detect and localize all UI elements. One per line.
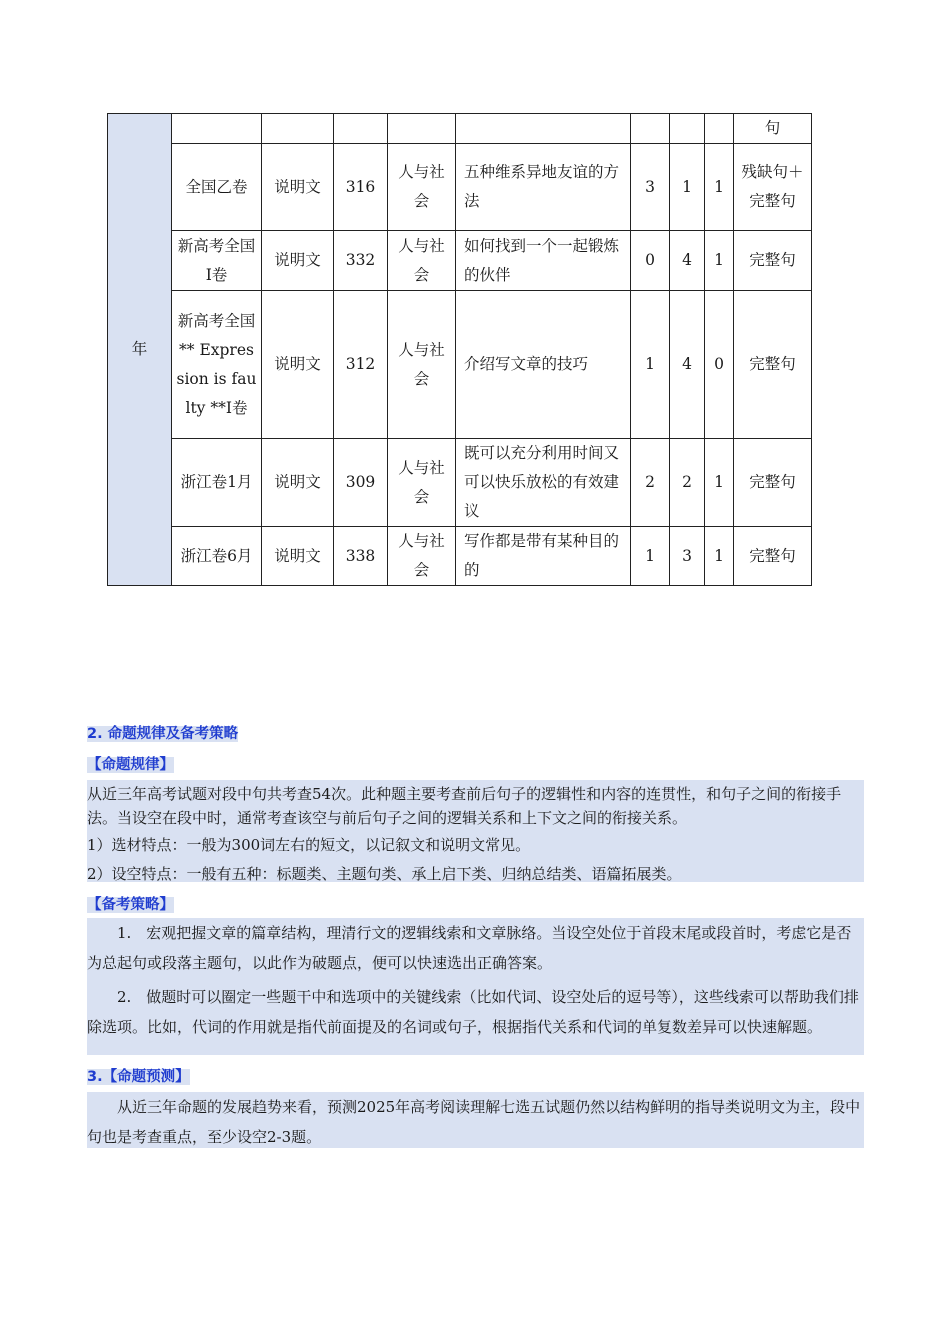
strategy-heading-row — [87, 893, 864, 914]
rules-heading-row — [87, 753, 864, 774]
count-cell: 0 — [705, 291, 734, 439]
table-row — [108, 231, 812, 291]
prediction-text: 从近三年命题的发展趋势来看，预测2025年高考阅读理解七选五试题仍然以结构鲜明的指导类说明文为主，段中句也是考查重点，至少设空2-3题。 — [87, 1098, 861, 1146]
prediction-block — [87, 1092, 864, 1148]
table-row — [108, 144, 812, 231]
topic-cell: 既可以充分利用时间又可以快乐放松的有效建议 — [456, 439, 631, 527]
count-cell: 2 — [631, 439, 670, 527]
topic-cell: 介绍写文章的技巧 — [456, 291, 631, 439]
strategy-block — [87, 918, 864, 1055]
type-cell: 完整句 — [734, 527, 812, 586]
section-3-title: 3.【命题预测】 — [87, 1069, 190, 1085]
genre-cell: 说明文 — [262, 527, 334, 586]
rules-block — [87, 780, 864, 882]
words-cell: 309 — [334, 439, 388, 527]
rules-heading: 【命题规律】 — [87, 757, 174, 773]
table-row — [108, 439, 812, 527]
section-2-title-row — [87, 722, 864, 743]
genre-cell: 说明文 — [262, 291, 334, 439]
count-cell: 2 — [670, 439, 705, 527]
section-3-title-row — [87, 1065, 864, 1086]
topic-cell: 五种维系异地友谊的方法 — [456, 144, 631, 231]
strategy-2: 2. 做题时可以圈定一些题干中和选项中的关键线索（比如代词、设空处后的逗号等），这些线索可以帮助我们排除选项。比如，代词的作用就是指代前面提及的名词或句子，根据指代关系和代词的单复数差异可以快速解题。 — [87, 988, 859, 1036]
words-cell: 332 — [334, 231, 388, 291]
count-cell: 1 — [705, 144, 734, 231]
rules-point-2: 2）设空特点：一般有五种：标题类、主题句类、承上启下类、归纳总结类、语篇拓展类。 — [87, 865, 682, 883]
type-cell: 完整句 — [734, 231, 812, 291]
type-cell: 完整句 — [734, 439, 812, 527]
count-cell: 3 — [670, 527, 705, 586]
count-cell: 1 — [705, 439, 734, 527]
paper-cell: 浙江卷1月 — [172, 439, 262, 527]
paper-cell: 浙江卷6月 — [172, 527, 262, 586]
count-cell: 1 — [705, 231, 734, 291]
words-cell: 338 — [334, 527, 388, 586]
rules-point-1: 1）选材特点：一般为300词左右的短文，以记叙文和说明文常见。 — [87, 836, 531, 854]
count-cell: 1 — [631, 291, 670, 439]
count-cell: 3 — [631, 144, 670, 231]
paper-cell: 全国乙卷 — [172, 144, 262, 231]
year-cell: 年 — [108, 114, 172, 586]
genre-cell: 说明文 — [262, 231, 334, 291]
count-cell: 4 — [670, 231, 705, 291]
genre-cell: 说明文 — [262, 144, 334, 231]
strategy-heading: 【备考策略】 — [87, 897, 174, 913]
type-cell: 句 — [734, 114, 812, 144]
rules-text: 从近三年高考试题对段中句共考查54次。此种题主要考查前后句子的逻辑性和内容的连贯性，和句子之间的衔接手法。当设空在段中时，通常考查该空与前后句子之间的逻辑关系和上下文之间的衔接关系。 — [87, 785, 842, 827]
paper-cell: 新高考全国I卷 — [172, 231, 262, 291]
theme-cell: 人与社会 — [388, 231, 456, 291]
theme-cell: 人与社会 — [388, 439, 456, 527]
count-cell: 1 — [705, 527, 734, 586]
table-row — [108, 114, 812, 144]
theme-cell: 人与社会 — [388, 144, 456, 231]
theme-cell: 人与社会 — [388, 527, 456, 586]
exam-statistics-table — [107, 113, 812, 586]
type-cell: 完整句 — [734, 291, 812, 439]
topic-cell: 如何找到一个一起锻炼的伙伴 — [456, 231, 631, 291]
paper-cell: 新高考全国** Expression is faulty **I卷 — [172, 291, 262, 439]
strategy-1: 1. 宏观把握文章的篇章结构，理清行文的逻辑线索和文章脉络。当设空处位于首段末尾或段首时，考虑它是否为总起句或段落主题句，以此作为破题点，便可以快速选出正确答案。 — [87, 924, 852, 972]
count-cell: 4 — [670, 291, 705, 439]
section-2-title: 2. 命题规律及备考策略 — [87, 726, 239, 742]
table-row — [108, 291, 812, 439]
table-row — [108, 527, 812, 586]
count-cell: 1 — [670, 144, 705, 231]
count-cell: 1 — [631, 527, 670, 586]
topic-cell: 写作都是带有某种目的的 — [456, 527, 631, 586]
words-cell: 316 — [334, 144, 388, 231]
count-cell: 0 — [631, 231, 670, 291]
words-cell: 312 — [334, 291, 388, 439]
theme-cell: 人与社会 — [388, 291, 456, 439]
type-cell: 残缺句＋完整句 — [734, 144, 812, 231]
genre-cell: 说明文 — [262, 439, 334, 527]
